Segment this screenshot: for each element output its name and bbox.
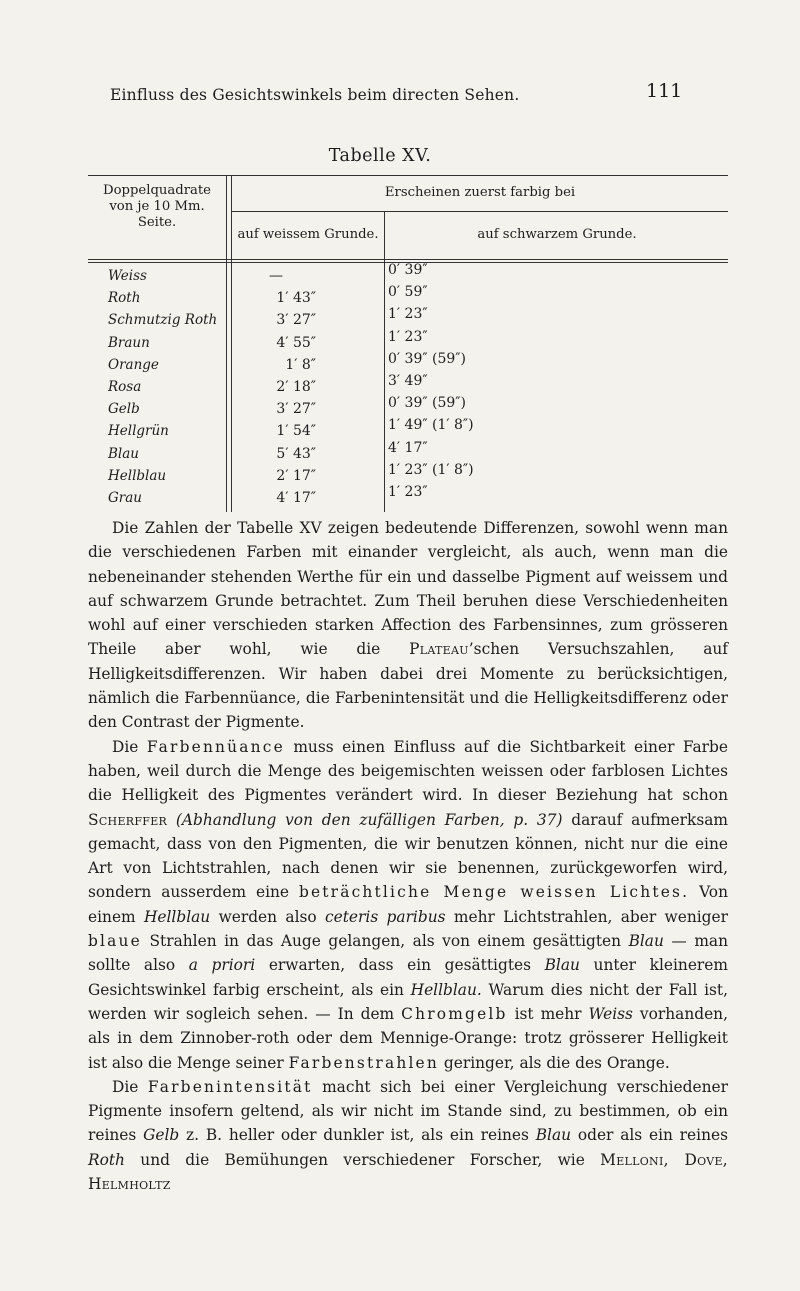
cell-pigment: Weiss (108, 268, 147, 284)
paragraph-1: Die Zahlen der Tabelle XV zeigen bedeutende Differenzen, sowohl wenn man die verschiedenen Farben mit einander vergleicht, als auch, wenn man die nebeneinander stehenden Werthe für ein und dasselbe Pigment auf weissem und auf schwarzem Grunde betrachtet. Zum Theil beruhen diese Verschiedenheiten wohl auf einer verschieden starken Affection des Farbensinnes, zum grösseren Theile aber wohl, wie die Plateau’schen Versuchszahlen, auf Helligkeitsdifferenzen. Wir haben dabei drei Momente zu berücksichtigen, nämlich die Farbennüance, die Farbenintensität und die Helligkeitsdifferenz oder den Contrast der Pigmente. (88, 519, 728, 732)
cell-white: 4′ 55″ (276, 334, 316, 351)
cell-black: 0′ 59″ (388, 284, 428, 301)
column-black-ground (388, 259, 548, 503)
cell-white: 1′ 8″ (285, 356, 316, 373)
cell-pigment: Gelb (108, 401, 140, 418)
cell-pigment: Braun (108, 334, 150, 351)
cell-white: 4′ 17″ (276, 489, 316, 506)
cell-pigment: Schmutzig Roth (108, 312, 218, 329)
cell-black: 0′ 39″ (59″) (388, 395, 466, 412)
cell-white: 1′ 54″ (276, 423, 316, 440)
table-header-sub-rule (232, 211, 728, 212)
cell-black: 4′ 17″ (388, 439, 428, 456)
table-top-rule (88, 175, 728, 176)
cell-white: 1′ 43″ (276, 290, 316, 307)
cell-white: 5′ 43″ (276, 445, 316, 462)
col-header-squares: Doppelquadrate von je 10 Mm. Seite. (103, 183, 211, 230)
cell-black: 1′ 23″ (388, 483, 428, 500)
cell-white: 3′ 27″ (276, 401, 316, 418)
cell-pigment: Roth (108, 290, 141, 307)
paragraph-3: Die Farbenintensität macht sich bei einer Vergleichung verschiedener Pigmente insofern geltend, als wir nicht im Stande sind, zu bestimmen, ob ein reines Gelb z. B. heller oder dunkler ist, als ein reines Blau oder als ein reines Roth und die Bemühungen verschiedener Forscher, wie Melloni, Dove, Helmholtz (88, 1077, 729, 1194)
running-head: Einfluss des Gesichtswinkels beim directen Sehen. (110, 86, 520, 104)
cell-black: 1′ 49″ (1′ 8″) (388, 417, 474, 434)
table-col-divider-2 (384, 211, 385, 512)
cell-pigment: Orange (108, 356, 159, 373)
data-table (88, 175, 728, 515)
column-pigment (108, 265, 248, 509)
cell-white: 3′ 27″ (276, 312, 316, 329)
col-header-black: auf schwarzem Grunde. (477, 227, 637, 242)
cell-black: 3′ 49″ (388, 372, 428, 389)
group-header: Erscheinen zuerst farbig bei (384, 185, 576, 200)
cell-black: 1′ 23″ (388, 328, 428, 345)
cell-pigment: Hellgrün (108, 423, 169, 440)
cell-pigment: Blau (108, 445, 139, 462)
paragraph-2: Die Farbennüance muss einen Einfluss auf die Sichtbarkeit einer Farbe haben, weil durch die Menge des beigemischten weissen oder farblosen Lichtes die Helligkeit des Pigmentes verändert wird. In dieser Beziehung hat schon Scherffer (Abhandlung von den zufälligen Farben, p. 37) darauf aufmerksam gemacht, dass von den Pigmenten, die wir benutzen können, nicht nur die eine Art von Lichtstrahlen, nach denen wir sie benennen, zurückgeworfen wird, sondern ausserdem eine beträchtliche Menge weissen Lichtes. Von einem Hellblau werden also ceteris paribus mehr Lichtstrahlen, aber weniger blaue Strahlen in das Auge gelangen, als von einem gesättigten Blau — man sollte also a priori erwarten, dass ein gesättigtes Blau unter kleinerem Gesichtswinkel farbig erscheint, als ein Hellblau. Warum dies nicht der Fall ist, werden wir sogleich sehen. — In dem Chromgelb ist mehr Weiss vorhanden, als in dem Zinnober-roth oder dem Mennige-Orange: trotz grösserer Helligkeit ist also die Menge seiner Farbenstrahlen geringer, als die des Orange. (88, 737, 729, 1072)
cell-white: — (269, 268, 283, 284)
cell-white: 2′ 17″ (276, 467, 316, 484)
cell-black: 0′ 39″ (59″) (388, 350, 466, 367)
cell-black: 1′ 23″ (388, 306, 428, 323)
page-number: 111 (646, 80, 683, 102)
col-header-white: auf weissem Grunde. (237, 227, 379, 242)
cell-pigment: Rosa (108, 378, 142, 395)
column-white-ground (236, 265, 316, 509)
cell-black: 1′ 23″ (1′ 8″) (388, 461, 474, 478)
table-title: Tabelle XV. (328, 146, 432, 166)
body-text (88, 516, 728, 1196)
cell-pigment: Grau (108, 489, 142, 506)
cell-black: 0′ 39″ (388, 262, 428, 278)
cell-pigment: Hellblau (108, 467, 167, 484)
cell-white: 2′ 18″ (276, 378, 316, 395)
